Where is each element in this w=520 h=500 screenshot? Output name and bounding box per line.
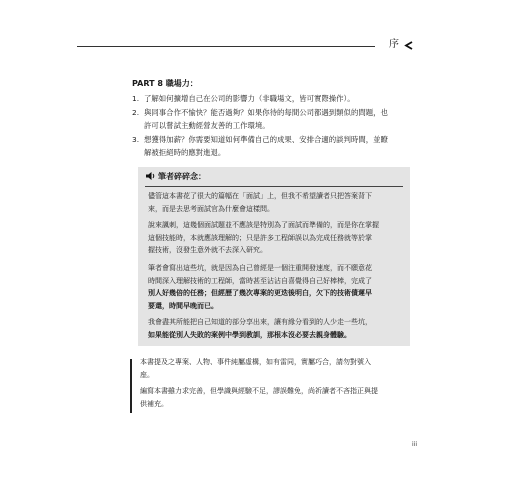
paragraph-line: 時間深入理解技術的工程師，當時甚至沾沾自喜覺得自己好棒棒，完成了: [148, 276, 372, 285]
chevron-left-icon: [404, 41, 414, 50]
list-item: [132, 92, 422, 105]
speaker-icon: [146, 172, 156, 180]
author-notes-title: [146, 171, 206, 183]
list-item: [132, 106, 422, 132]
box-paragraph: [148, 316, 406, 341]
part-heading: PART 8 職場力：: [132, 79, 198, 88]
list-number: 3.: [132, 135, 140, 144]
paragraph-line: 如果能從別人失敗的案例中學到教訓，那根本沒必要去親身體驗。: [148, 330, 351, 339]
running-header: 序: [389, 39, 399, 50]
box-paragraph: [148, 190, 406, 215]
note-line: 座。: [140, 371, 154, 379]
paragraph-line: 來，而是去思考面試官為什麼會這樣問。: [148, 204, 274, 213]
paragraph-line: 筆者會寫出這些坑，就是因為自己曾經是一個注重開發速度，而不願意花: [148, 264, 372, 272]
list-text: 想獲得加薪？你需要知道如何準備自己的成果、安排合適的談判時間，並瞭: [144, 135, 388, 144]
paragraph-line: 別人好幾倍的任務；但經歷了幾次專案的更迭後明白，欠下的技術債遲早: [148, 289, 372, 297]
note-line: 本書提及之專案、人物、事件純屬虛構，如有雷同，實屬巧合，請勿對號入: [140, 358, 371, 366]
paragraph-line: 我會盡其所能把自己知道的部分享出來，讓有緣分看到的人少走一些坑，: [148, 318, 372, 326]
box-divider: [145, 186, 403, 187]
page-number: iii: [412, 441, 418, 448]
list-text-continued: 許可以嘗試主動經營友善的工作環境。: [144, 121, 270, 130]
list-number: 2.: [132, 108, 140, 117]
feedback-note: [140, 385, 415, 411]
box-paragraph: [148, 262, 406, 312]
author-notes-title-text: 筆者碎碎念：: [158, 172, 206, 181]
paragraph-line: 要還，時間早晚而已。: [148, 301, 218, 310]
paragraph-line: 握技術，沒發生意外就不去深入研究。: [148, 246, 267, 254]
list-text: 了解如何擴增自己在公司的影響力（非職場文，皆可實際操作）。: [144, 94, 355, 103]
box-paragraph: [148, 219, 406, 257]
disclaimer-note: [140, 356, 415, 382]
header-rule: [77, 46, 375, 47]
note-line: 供補充。: [140, 400, 168, 408]
note-side-bar: [130, 359, 132, 413]
list-item: [132, 133, 422, 159]
paragraph-line: 儘管這本書花了很大的篇幅在「面試」上，但我不希望讀者只把答案背下: [148, 192, 372, 200]
paragraph-line: 這個技能時，本就應該理解的；只是許多工程師誤以為完成任務就等於掌: [148, 233, 372, 242]
list-number: 1.: [132, 94, 140, 103]
list-text: 與同事合作不愉快？能否過夠？如果你待的每間公司都遇到類似的問題，也: [144, 108, 388, 117]
note-line: 編寫本書雖力求完善，但學識與經驗不足，謬誤難免，尚祈讀者不吝指正與提: [140, 387, 378, 395]
paragraph-line: 說來諷刺，這幾個面試題並不應該是特別為了面試而準備的，而是你在掌握: [148, 221, 379, 229]
list-text-continued: 解被拒絕時的應對進退。: [144, 148, 226, 157]
